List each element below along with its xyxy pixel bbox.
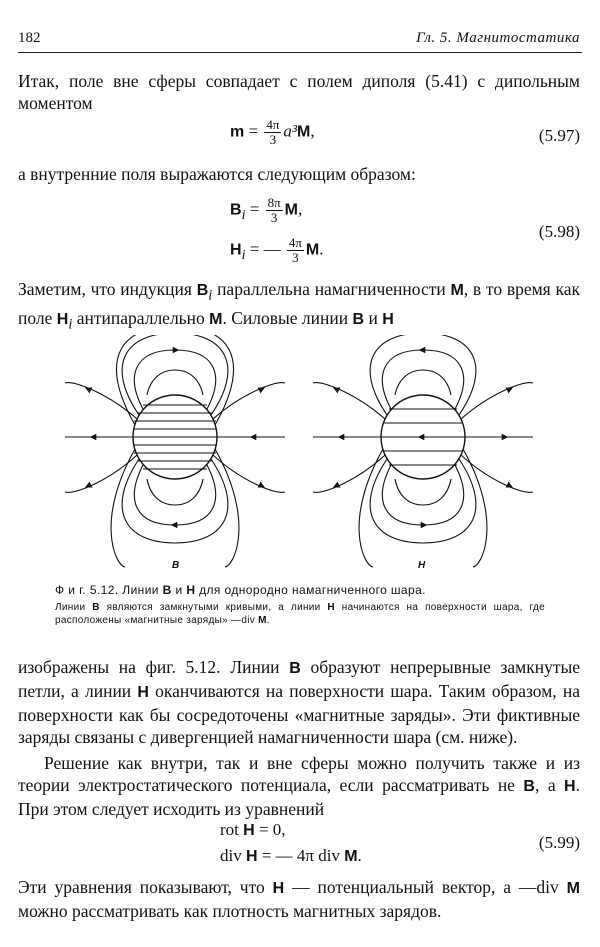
b-field-panel — [65, 335, 285, 567]
equation-number-5-97: (5.97) — [538, 126, 580, 145]
header-rule — [18, 52, 582, 53]
equation-5-98-line-1: $B_i$ = $\frac{8\pi}{3}$ M, — [230, 195, 303, 225]
page-header — [18, 30, 582, 54]
running-title: Гл. 5. Магнитостатика — [416, 30, 580, 46]
paragraph-4: изображены на фиг. 5.12. Линии B образуют непрерывные замкнутые петли, а линии H оканчиваются на поверхности шара. Таким образом, на поверхности как бы сосредоточены «магнитные заряды». Эти фиктивные заряды связаны с дивергенцией намагниченности шара (см. ниже). — [18, 657, 581, 747]
figure-5-12 — [55, 335, 555, 575]
figure-label-b: B — [172, 560, 180, 571]
figure-caption-text: Линии B являются замкнутыми кривыми, а линии H начинаются на поверхности шара, где расположены «магнитные заряды» —div M. — [55, 602, 546, 626]
equation-number-5-98: (5.98) — [538, 222, 580, 241]
equation-5-97: m = $\frac{4\pi}{3}$ a³M, — [230, 117, 315, 147]
figure-label-h: H — [418, 560, 426, 571]
equation-5-99-line-1: rot H = 0, — [220, 820, 286, 839]
paragraph-3: Заметим, что индукция $B_i$ параллельна намагниченности M, в то время как поле $H_i$ антипараллельно M. Силовые линии B и H — [18, 279, 580, 332]
b-sphere-hatching — [133, 405, 217, 469]
paragraph-1: Итак, поле вне сферы совпадает с полем диполя (5.41) с дипольным моментом — [18, 71, 580, 113]
paragraph-5: Решение как внутри, так и вне сферы можно получить также и из теории электростатического потенциала, если рассматривать не B, а H. При этом следует исходить из уравнений — [18, 753, 580, 819]
paragraph-2: а внутренние поля выражаются следующим образом: — [18, 164, 416, 184]
equation-5-98-line-2: $H_i$ = — $\frac{4\pi}{3}$ M. — [230, 235, 324, 265]
page-number: 182 — [18, 30, 41, 46]
paragraph-6: Эти уравнения показывают, что H — потенциальный вектор, а —div M можно рассматривать как плотность магнитных зарядов. — [18, 877, 580, 921]
figure-caption-title: Ф и г. 5.12. Линии B и H для однородно намагниченного шара. — [55, 583, 426, 597]
h-field-panel — [313, 335, 533, 567]
equation-5-99-line-2: div H = — 4π div M. — [220, 846, 362, 865]
equation-number-5-99: (5.99) — [538, 833, 580, 852]
